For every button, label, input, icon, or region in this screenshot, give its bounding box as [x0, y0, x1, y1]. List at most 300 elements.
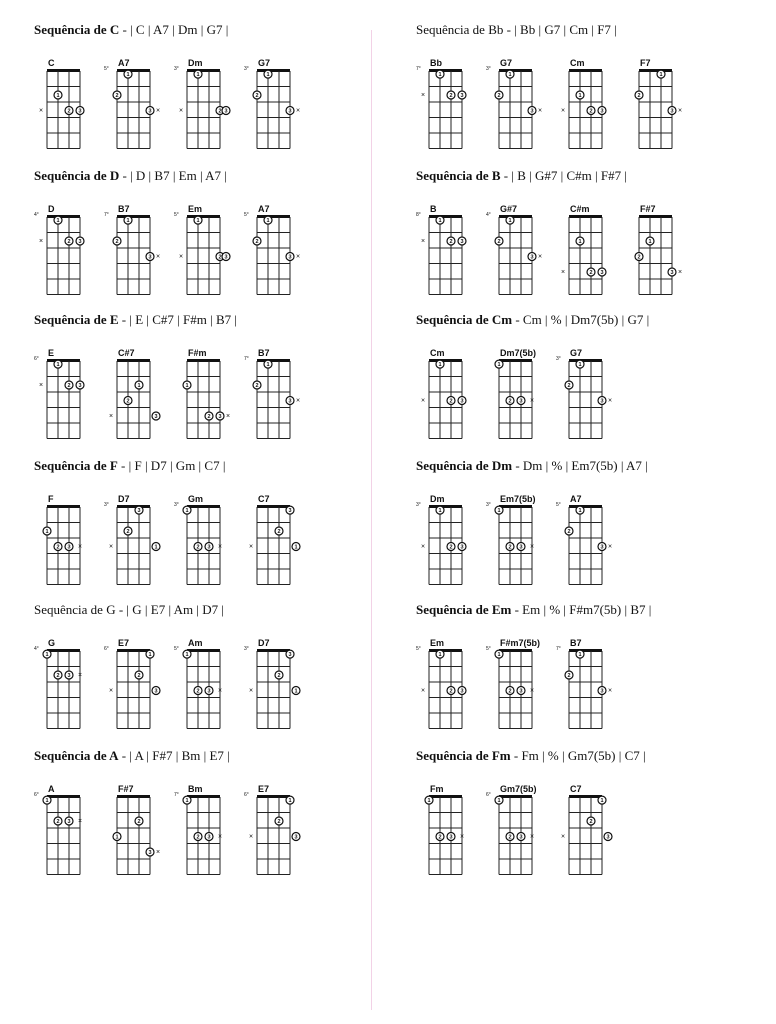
finger-dot	[458, 237, 466, 245]
sequence-chords: - | F | D7 | Gm | C7 |	[117, 458, 226, 473]
finger-number: 2	[56, 544, 60, 551]
finger-dot	[216, 412, 224, 420]
sequence-key: Sequência de Dm	[416, 458, 513, 473]
finger-number: 2	[449, 238, 453, 245]
chord-name: A7	[118, 58, 130, 68]
chord-diagram	[416, 784, 476, 884]
nut	[117, 649, 150, 652]
finger-number: 3	[207, 688, 211, 695]
chord-diagram	[174, 204, 234, 304]
muted-string-marker: ×	[420, 687, 426, 695]
finger-dot	[124, 527, 132, 535]
finger-number: 2	[508, 834, 512, 841]
nut	[569, 215, 602, 218]
sequence-chords: - | A | F#7 | Bm | E7 |	[118, 748, 230, 763]
chord-diagram	[556, 348, 616, 448]
finger-number: 1	[497, 652, 501, 659]
fret-position-label: 6°	[104, 646, 109, 652]
fretboard-grid	[566, 504, 615, 588]
sequence-section	[34, 168, 394, 308]
muted-string-marker: ×	[108, 543, 114, 551]
fret-position-label: 8°	[416, 212, 421, 218]
finger-dot	[205, 412, 213, 420]
fret-position-label: 5°	[416, 646, 421, 652]
fretboard-grid	[636, 214, 685, 298]
finger-number: 1	[578, 508, 582, 515]
finger-number: 2	[508, 544, 512, 551]
fretboard-grid	[248, 504, 303, 588]
chord-diagram	[416, 348, 476, 448]
fret-position-label: 3°	[416, 502, 421, 508]
finger-number: 1	[648, 238, 652, 245]
chord-diagram	[556, 784, 616, 884]
chord-diagram	[556, 58, 616, 158]
finger-number: 1	[497, 798, 501, 805]
finger-number: 3	[288, 652, 292, 659]
fretboard-grid	[184, 504, 233, 588]
finger-number: 2	[589, 108, 593, 115]
fret-position-label: 5°	[486, 646, 491, 652]
muted-string-marker: ×	[248, 833, 254, 841]
nut	[47, 215, 80, 218]
fret-position-label: 6°	[34, 356, 39, 362]
finger-number: 2	[255, 92, 259, 99]
finger-dot	[506, 216, 514, 224]
finger-dot	[447, 237, 455, 245]
sequence-key: Sequência de Bb	[416, 22, 504, 37]
nut	[187, 505, 220, 508]
fretboard-grid	[178, 68, 233, 152]
chord-name: E	[48, 348, 55, 358]
chord-diagrams	[34, 638, 394, 738]
finger-dot	[447, 543, 455, 551]
chord-diagram	[416, 58, 476, 158]
finger-dot	[43, 796, 51, 804]
muted-string-marker: ×	[529, 397, 535, 405]
finger-dot	[264, 360, 272, 368]
sequence-title	[34, 168, 227, 184]
chord-diagram	[556, 204, 616, 304]
chord-name: A	[48, 784, 55, 794]
nut	[257, 795, 290, 798]
fretboard-grid	[108, 358, 163, 442]
finger-dot	[253, 91, 261, 99]
sequence-key: Sequência de Fm	[416, 748, 511, 763]
finger-number: 3	[460, 238, 464, 245]
finger-number: 3	[460, 544, 464, 551]
sequence-chords: - | E | C#7 | F#m | B7 |	[118, 312, 237, 327]
fretboard-grid	[496, 504, 545, 588]
chord-diagram	[486, 348, 546, 448]
finger-dot	[458, 543, 466, 551]
muted-string-marker: ×	[77, 543, 83, 551]
chord-name: B7	[570, 638, 582, 648]
nut	[429, 215, 462, 218]
chord-diagram	[244, 58, 304, 158]
chord-name: C#m	[570, 204, 590, 214]
fret-position-label: 3°	[174, 502, 179, 508]
chord-diagram	[486, 494, 546, 594]
finger-dot	[436, 70, 444, 78]
finger-dot	[292, 543, 300, 551]
chord-diagram	[174, 494, 234, 594]
finger-dot	[65, 543, 73, 551]
finger-number: 1	[137, 382, 141, 389]
finger-dot	[124, 216, 132, 224]
chord-diagram	[416, 494, 476, 594]
fretboard-grid	[496, 214, 545, 298]
chord-diagram	[556, 638, 616, 738]
finger-dot	[76, 237, 84, 245]
finger-dot	[194, 687, 202, 695]
finger-number: 3	[600, 398, 604, 405]
finger-dot	[264, 216, 272, 224]
finger-number: 3	[148, 108, 152, 115]
muted-string-marker: ×	[248, 543, 254, 551]
nut	[569, 359, 602, 362]
finger-number: 3	[519, 834, 523, 841]
sequence-section	[34, 458, 394, 598]
finger-number: 2	[449, 544, 453, 551]
sequence-title	[416, 458, 648, 474]
finger-number: 1	[266, 72, 270, 79]
chord-name: G7	[500, 58, 513, 68]
fretboard-grid	[248, 794, 303, 878]
nut	[47, 69, 80, 72]
finger-number: 2	[218, 254, 222, 261]
finger-number: 1	[185, 798, 189, 805]
fret-position-label: 5°	[174, 646, 179, 652]
chord-name: D	[48, 204, 55, 214]
finger-number: 2	[56, 818, 60, 825]
muted-string-marker: ×	[178, 107, 184, 115]
finger-number: 2	[255, 382, 259, 389]
chord-diagram	[416, 204, 476, 304]
finger-dot	[65, 671, 73, 679]
finger-number: 1	[196, 218, 200, 225]
muted-string-marker: ×	[420, 91, 426, 99]
fretboard-grid	[254, 68, 303, 152]
muted-string-marker: ×	[217, 833, 223, 841]
fret-position-label: 5°	[244, 212, 249, 218]
muted-string-marker: ×	[295, 107, 301, 115]
chord-name: F#7	[640, 204, 656, 214]
chord-name: G	[48, 638, 56, 648]
chord-diagram	[104, 494, 164, 594]
fretboard-grid	[38, 68, 93, 152]
finger-number: 2	[196, 544, 200, 551]
finger-number: 1	[497, 508, 501, 515]
finger-number: 3	[670, 269, 674, 276]
muted-string-marker: ×	[537, 253, 543, 261]
finger-number: 3	[449, 834, 453, 841]
finger-number: 1	[266, 362, 270, 369]
chord-diagram	[486, 58, 546, 158]
finger-number: 3	[530, 254, 534, 261]
fret-position-label: 7°	[556, 646, 561, 652]
finger-number: 1	[56, 362, 60, 369]
fretboard-grid	[560, 794, 615, 878]
nut	[569, 69, 602, 72]
finger-number: 3	[670, 108, 674, 115]
finger-dot	[146, 650, 154, 658]
finger-number: 3	[224, 254, 228, 261]
sequence-chords: - Dm | % | Em7(5b) | A7 |	[512, 458, 648, 473]
chord-name: E7	[258, 784, 270, 794]
fret-position-label: 3°	[556, 356, 561, 362]
finger-dot	[135, 671, 143, 679]
finger-number: 1	[438, 652, 442, 659]
chord-diagram	[244, 204, 304, 304]
finger-dot	[113, 91, 121, 99]
finger-dot	[458, 397, 466, 405]
chord-diagram	[244, 494, 304, 594]
fretboard-grid	[184, 648, 233, 732]
fretboard-grid	[496, 68, 545, 152]
fretboard-grid	[420, 214, 475, 298]
finger-number: 1	[497, 362, 501, 369]
finger-dot	[124, 397, 132, 405]
finger-dot	[598, 543, 606, 551]
finger-dot	[113, 833, 121, 841]
finger-number: 1	[578, 92, 582, 99]
finger-dot	[292, 687, 300, 695]
finger-dot	[152, 687, 160, 695]
finger-number: 3	[67, 672, 71, 679]
finger-dot	[113, 237, 121, 245]
chord-name: Bb	[430, 58, 442, 68]
nut	[47, 649, 80, 652]
nut	[499, 69, 532, 72]
chord-name: A7	[570, 494, 582, 504]
finger-dot	[506, 70, 514, 78]
finger-number: 2	[277, 672, 281, 679]
finger-dot	[286, 506, 294, 514]
finger-dot	[436, 506, 444, 514]
chord-name: G7	[570, 348, 583, 358]
muted-string-marker: ×	[607, 687, 613, 695]
finger-dot	[668, 107, 676, 115]
fretboard-grid	[114, 794, 163, 878]
chord-diagram	[104, 348, 164, 448]
chord-name: B	[430, 204, 437, 214]
chord-name: Em7(5b)	[500, 494, 536, 504]
finger-dot	[205, 833, 213, 841]
muted-string-marker: ×	[677, 268, 683, 276]
finger-dot	[458, 687, 466, 695]
finger-number: 3	[460, 688, 464, 695]
fretboard-grid	[566, 648, 615, 732]
finger-number: 2	[637, 92, 641, 99]
chord-diagram	[104, 784, 164, 884]
nut	[569, 505, 602, 508]
chord-diagrams	[416, 638, 776, 738]
finger-dot	[292, 833, 300, 841]
muted-string-marker: ×	[607, 543, 613, 551]
fretboard-grid	[178, 214, 233, 298]
finger-number: 2	[589, 818, 593, 825]
muted-string-marker: ×	[420, 397, 426, 405]
fret-position-label: 5°	[174, 212, 179, 218]
nut	[257, 649, 290, 652]
finger-dot	[506, 397, 514, 405]
chord-diagrams	[34, 58, 394, 158]
finger-number: 3	[148, 849, 152, 856]
finger-dot	[76, 107, 84, 115]
nut	[639, 215, 672, 218]
fretboard-grid	[108, 648, 163, 732]
finger-dot	[506, 833, 514, 841]
finger-number: 2	[497, 92, 501, 99]
finger-number: 2	[567, 528, 571, 535]
chord-diagram	[104, 204, 164, 304]
finger-dot	[604, 833, 612, 841]
muted-string-marker: ×	[295, 397, 301, 405]
finger-dot	[286, 650, 294, 658]
fret-position-label: 3°	[244, 66, 249, 72]
finger-dot	[152, 412, 160, 420]
finger-number: 1	[438, 508, 442, 515]
finger-dot	[194, 70, 202, 78]
finger-dot	[183, 506, 191, 514]
chord-diagram	[244, 348, 304, 448]
muted-string-marker: ×	[420, 237, 426, 245]
chord-diagram	[34, 58, 94, 158]
chord-name: E7	[118, 638, 130, 648]
finger-dot	[65, 817, 73, 825]
fret-position-label: 5°	[104, 66, 109, 72]
finger-dot	[506, 687, 514, 695]
finger-number: 1	[578, 362, 582, 369]
muted-string-marker: ×	[295, 253, 301, 261]
chord-name: Am	[188, 638, 203, 648]
finger-dot	[587, 107, 595, 115]
muted-string-marker: ×	[77, 671, 83, 679]
sequence-section	[416, 22, 776, 162]
fretboard-grid	[254, 358, 303, 442]
finger-number: 3	[288, 508, 292, 515]
sequence-key: Sequência de Cm	[416, 312, 513, 327]
muted-string-marker: ×	[108, 412, 114, 420]
fretboard-grid	[114, 214, 163, 298]
finger-dot	[598, 397, 606, 405]
fretboard-grid	[420, 504, 475, 588]
nut	[569, 795, 602, 798]
muted-string-marker: ×	[459, 833, 465, 841]
finger-dot	[528, 253, 536, 261]
chord-name: D7	[118, 494, 130, 504]
finger-dot	[54, 543, 62, 551]
chord-diagram	[626, 58, 686, 158]
finger-dot	[146, 848, 154, 856]
finger-dot	[76, 381, 84, 389]
finger-dot	[495, 91, 503, 99]
chord-diagrams	[34, 348, 394, 448]
finger-dot	[146, 253, 154, 261]
finger-number: 3	[137, 508, 141, 515]
sequence-key: Sequência de E	[34, 312, 119, 327]
finger-dot	[275, 527, 283, 535]
chord-diagram	[174, 348, 234, 448]
sequence-section	[34, 22, 394, 162]
chord-name: C7	[570, 784, 582, 794]
chord-diagram	[34, 348, 94, 448]
nut	[117, 69, 150, 72]
nut	[187, 69, 220, 72]
muted-string-marker: ×	[155, 107, 161, 115]
finger-number: 2	[438, 834, 442, 841]
chord-name: Gm7(5b)	[500, 784, 537, 794]
finger-dot	[253, 381, 261, 389]
chord-name: F	[48, 494, 54, 504]
finger-dot	[528, 107, 536, 115]
muted-string-marker: ×	[560, 268, 566, 276]
finger-dot	[436, 360, 444, 368]
fretboard-grid	[496, 358, 545, 442]
finger-dot	[598, 107, 606, 115]
muted-string-marker: ×	[560, 833, 566, 841]
sequence-chords: - | B | G#7 | C#m | F#7 |	[500, 168, 627, 183]
sequence-section	[416, 602, 776, 742]
finger-dot	[54, 817, 62, 825]
nut	[639, 69, 672, 72]
sequence-title	[416, 748, 646, 764]
sequence-key: Sequência de B	[416, 168, 501, 183]
chord-diagrams	[34, 494, 394, 594]
finger-number: 2	[567, 382, 571, 389]
finger-number: 3	[460, 398, 464, 405]
muted-string-marker: ×	[677, 107, 683, 115]
sequence-title	[34, 22, 228, 38]
chord-diagram	[34, 494, 94, 594]
finger-number: 2	[207, 413, 211, 420]
finger-number: 3	[288, 254, 292, 261]
fretboard-grid	[184, 794, 233, 878]
finger-dot	[635, 91, 643, 99]
finger-dot	[135, 817, 143, 825]
finger-number: 3	[519, 398, 523, 405]
finger-number: 1	[600, 798, 604, 805]
chord-name: Bm	[188, 784, 203, 794]
finger-number: 3	[600, 269, 604, 276]
finger-dot	[286, 107, 294, 115]
fret-position-label: 3°	[486, 66, 491, 72]
finger-dot	[152, 543, 160, 551]
finger-number: 1	[438, 72, 442, 79]
muted-string-marker: ×	[225, 412, 231, 420]
chord-name: F7	[640, 58, 651, 68]
finger-number: 3	[600, 688, 604, 695]
nut	[429, 505, 462, 508]
finger-number: 2	[567, 672, 571, 679]
finger-number: 3	[600, 108, 604, 115]
fretboard-grid	[44, 504, 93, 588]
finger-number: 2	[218, 108, 222, 115]
finger-number: 2	[449, 92, 453, 99]
finger-dot	[495, 360, 503, 368]
finger-dot	[598, 268, 606, 276]
sequence-title	[34, 458, 225, 474]
chord-diagrams	[34, 204, 394, 304]
finger-dot	[146, 107, 154, 115]
finger-number: 1	[45, 798, 49, 805]
finger-dot	[576, 650, 584, 658]
muted-string-marker: ×	[529, 543, 535, 551]
finger-number: 3	[294, 834, 298, 841]
finger-number: 3	[224, 108, 228, 115]
chord-diagram	[174, 58, 234, 158]
chord-name: B7	[118, 204, 130, 214]
